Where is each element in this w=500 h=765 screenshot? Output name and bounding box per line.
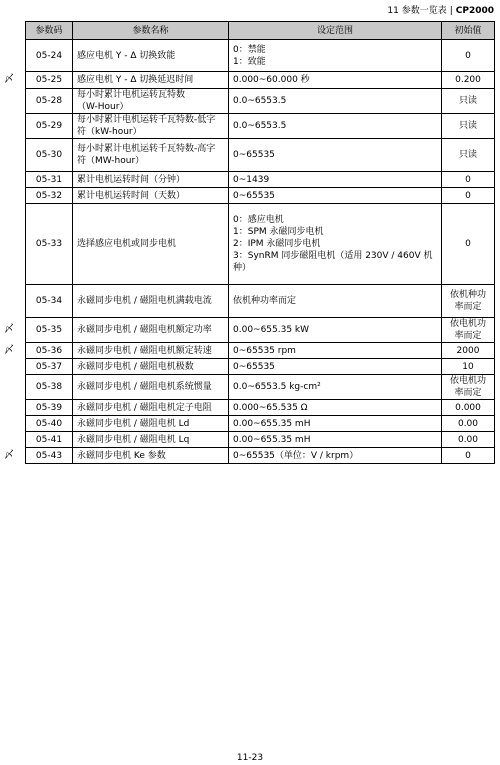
param-default-line: 0.00 [457, 418, 479, 429]
param-range [229, 400, 442, 416]
param-name-line: 符（kW-hour） [77, 127, 142, 137]
param-code: 05-34 [26, 285, 73, 318]
param-range [229, 318, 442, 343]
param-range-line: 种） [233, 263, 252, 273]
param-range [229, 172, 442, 188]
param-name-line: 符（MW-hour） [77, 156, 145, 166]
param-default [442, 416, 495, 432]
param-default-line: 0.200 [455, 75, 481, 85]
param-default-line: 0 [465, 239, 471, 249]
table-row [26, 89, 495, 114]
param-range-line: 1：致能 [233, 56, 266, 67]
param-default-line: 0 [465, 50, 471, 61]
param-range-line: 0.000~60.000 秒 [233, 75, 310, 85]
param-name [73, 359, 229, 375]
param-default-line: 0 [465, 190, 471, 201]
param-default [442, 343, 495, 359]
param-range [229, 89, 442, 114]
param-name [73, 114, 229, 139]
param-default-line: 依电机功 [449, 376, 486, 386]
param-code: 05-39 [26, 400, 73, 416]
param-code: 05-29 [26, 114, 73, 139]
param-range [229, 343, 442, 359]
param-range-line: 0.00~655.35 mH [233, 418, 311, 429]
table-row [26, 114, 495, 139]
param-range [229, 40, 442, 72]
param-range-line: 0~65535 [233, 150, 275, 160]
param-name-line: 永磁同步电机 / 磁阻电机 Ld [77, 418, 190, 429]
param-name-line: 永磁同步电机 / 磁阻电机额定转速 [77, 345, 212, 356]
param-default-line: 只读 [458, 121, 477, 131]
param-default-line: 0 [465, 450, 471, 461]
param-default-line: 0.00 [457, 434, 479, 445]
param-name [73, 188, 229, 204]
param-default [442, 188, 495, 204]
param-name-line: 每小时累计电机运转千瓦特数-高字 [77, 144, 216, 154]
modified-mark-icon: 〆 [4, 74, 14, 85]
header-separator: | [449, 6, 453, 16]
param-name-line: 每小时累计电机运转瓦特数 [77, 90, 186, 100]
page-number: 11-23 [236, 753, 264, 763]
param-default-line: 0.000 [455, 402, 481, 413]
param-code: 05-32 [26, 188, 73, 204]
table-row [26, 375, 495, 400]
param-name [73, 375, 229, 400]
table-header-row [26, 22, 495, 40]
param-default-line: 率而定 [454, 388, 482, 398]
param-default-line: 10 [462, 361, 474, 372]
param-default [442, 359, 495, 375]
param-default [442, 72, 495, 89]
param-name [73, 40, 229, 72]
param-range [229, 188, 442, 204]
column-header-code: 参数码 [26, 22, 73, 40]
param-code: 05-37 [26, 359, 73, 375]
param-range-line: 0：禁能 [233, 44, 266, 55]
param-name [73, 204, 229, 285]
table-row [26, 285, 495, 318]
param-range-line: 1：SPM 永磁同步电机 [233, 227, 324, 237]
param-name-line: 感应电机 Y - ∆ 切换延迟时间 [77, 75, 194, 85]
param-code: 05-30 [26, 139, 73, 172]
param-range-line: 0.00~655.35 mH [233, 434, 311, 445]
param-range [229, 139, 442, 172]
column-header-range: 设定范围 [229, 22, 442, 40]
table-row [26, 40, 495, 72]
param-name [73, 139, 229, 172]
table-row [26, 139, 495, 172]
param-code: 05-40 [26, 416, 73, 432]
param-default-line: 只读 [458, 96, 477, 106]
table-row [26, 172, 495, 188]
param-range-line: 0：感应电机 [233, 215, 284, 225]
param-default-line: 只读 [458, 150, 477, 160]
param-default [442, 285, 495, 318]
column-header-default: 初始值 [442, 22, 495, 40]
param-default-line: 0 [465, 174, 471, 185]
param-default [442, 89, 495, 114]
param-default [442, 204, 495, 285]
param-code: 05-25 [26, 72, 73, 89]
param-code: 05-31 [26, 172, 73, 188]
param-name [73, 416, 229, 432]
param-range-line: 0~65535 [233, 361, 275, 372]
param-name-line: 永磁同步电机 / 磁阻电机系统惯量 [77, 382, 212, 392]
param-default [442, 114, 495, 139]
param-range-line: 0.0~6553.5 [233, 121, 287, 131]
param-default [442, 432, 495, 448]
modified-mark-icon: 〆 [4, 449, 14, 461]
param-default-line: 依机种功 [449, 290, 486, 300]
param-range-line: 0~65535（单位：V / krpm） [233, 450, 359, 461]
param-name-line: 永磁同步电机 / 磁阻电机定子电阻 [77, 402, 212, 413]
param-range [229, 375, 442, 400]
param-range [229, 204, 442, 285]
model-name: CP2000 [455, 6, 494, 16]
table-row [26, 72, 495, 89]
table-row [26, 432, 495, 448]
param-name-line: 感应电机 Y - ∆ 切换致能 [77, 50, 176, 61]
parameter-table [25, 21, 495, 464]
param-name [73, 448, 229, 464]
param-range-line: 0.00~655.35 kW [233, 325, 310, 335]
param-name [73, 72, 229, 89]
param-default-line: 依电机功 [449, 319, 486, 329]
param-default-line: 率而定 [454, 331, 482, 341]
param-code: 05-36 [26, 343, 73, 359]
table-row [26, 416, 495, 432]
param-default-line: 率而定 [454, 302, 482, 312]
param-name-line: 永磁同步电机 / 磁阻电机极数 [77, 361, 194, 372]
page-header [0, 5, 494, 17]
param-default [442, 40, 495, 72]
param-default [442, 318, 495, 343]
table-row [26, 318, 495, 343]
param-name [73, 89, 229, 114]
param-name-line: 累计电机运转时间（天数） [77, 190, 186, 201]
param-name-line: （W-Hour） [77, 102, 129, 112]
param-range-line: 0.0~6553.5 kg-cm² [233, 382, 321, 392]
param-range-line: 依机种功率而定 [233, 296, 297, 306]
param-name [73, 343, 229, 359]
param-range [229, 359, 442, 375]
column-header-name: 参数名称 [73, 22, 229, 40]
param-code: 05-43 [26, 448, 73, 464]
param-name [73, 285, 229, 318]
param-default-line: 2000 [456, 345, 480, 356]
param-range-line: 0~65535 [233, 190, 275, 201]
param-name [73, 172, 229, 188]
param-range-line: 2：IPM 永磁同步电机 [233, 239, 321, 249]
param-name [73, 318, 229, 343]
table-row [26, 343, 495, 359]
param-range [229, 432, 442, 448]
param-range [229, 114, 442, 139]
param-code: 05-41 [26, 432, 73, 448]
param-range-line: 0.000~65.535 Ω [233, 402, 308, 413]
table-row [26, 204, 495, 285]
table-row [26, 188, 495, 204]
param-range [229, 416, 442, 432]
param-code: 05-38 [26, 375, 73, 400]
param-default [442, 375, 495, 400]
param-name-line: 永磁同步电机 / 磁阻电机 Lq [77, 434, 190, 445]
param-name-line: 永磁同步电机 / 磁阻电机额定功率 [77, 325, 212, 335]
param-code: 05-33 [26, 204, 73, 285]
param-range [229, 285, 442, 318]
modified-mark-icon: 〆 [4, 344, 14, 356]
param-range-line: 0~65535 rpm [233, 345, 296, 356]
param-range-line: 0.0~6553.5 [233, 96, 287, 106]
param-code: 05-24 [26, 40, 73, 72]
table-row [26, 359, 495, 375]
param-range [229, 448, 442, 464]
param-name-line: 永磁同步电机 Ke 参数 [77, 450, 166, 461]
table-row [26, 448, 495, 464]
param-name-line: 永磁同步电机 / 磁阻电机满载电流 [77, 296, 212, 306]
table-body [26, 40, 495, 464]
chapter-title: 11 参数一览表 [387, 6, 447, 16]
param-range [229, 72, 442, 89]
table-row [26, 400, 495, 416]
param-default [442, 172, 495, 188]
param-name-line: 累计电机运转时间（分钟） [77, 174, 186, 185]
param-name-line: 选择感应电机或同步电机 [77, 239, 177, 249]
param-default [442, 448, 495, 464]
modified-mark-icon: 〆 [4, 324, 14, 335]
param-code: 05-35 [26, 318, 73, 343]
param-default [442, 400, 495, 416]
param-code: 05-28 [26, 89, 73, 114]
param-name-line: 每小时累计电机运转千瓦特数-低字 [77, 115, 216, 125]
param-default [442, 139, 495, 172]
param-range-line: 3：SynRM 同步磁阻电机（适用 230V / 460V 机 [233, 251, 433, 261]
param-name [73, 400, 229, 416]
param-name [73, 432, 229, 448]
param-range-line: 0~1439 [233, 174, 270, 185]
